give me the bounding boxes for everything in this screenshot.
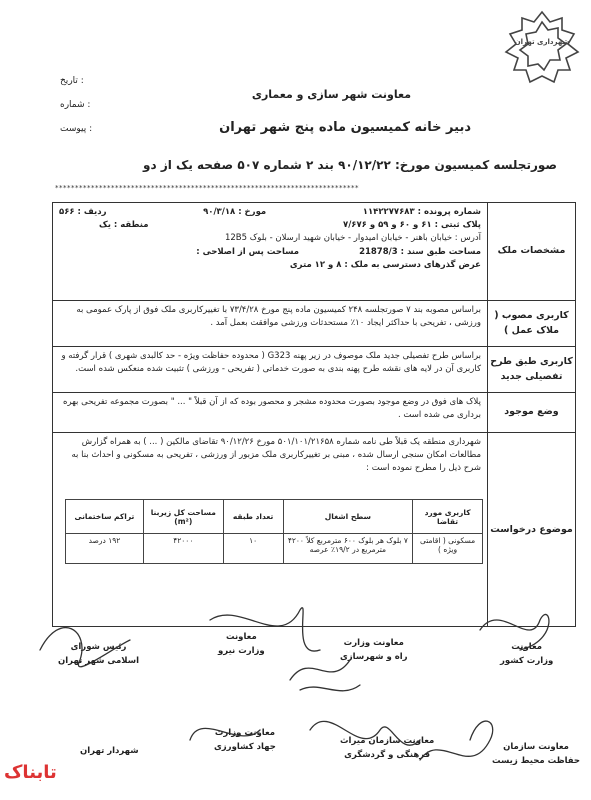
status-label: وضع موجود [487,393,575,432]
header-total-area: مساحت کل زیربنا (m²) [143,500,223,534]
request-label: موضوع درخواست [487,433,575,627]
heritage-signature [310,721,420,745]
interior-title: معاونت [511,642,543,652]
row-number: ردیف : ۵۶۶ [59,207,107,217]
cell-floors: ۱۰ [223,534,283,564]
header-occupation: سطح اشغال [283,500,413,534]
council-signature [40,628,130,667]
attachment-field: : پیوست [60,124,93,134]
agriculture-signature [190,728,260,740]
mayor-title: شهردار تهران [80,746,139,756]
property-body [53,203,487,300]
approved-use-row [53,301,575,347]
interior-signature [480,614,549,650]
environment-subtitle: حفاظت محیط زیست [492,756,581,767]
session-title: صورتجلسه کمیسیون مورخ: ۹۰/۱۲/۲۲ بند ۲ شماره ۵۰۷ صفحه یک از دو [143,158,557,172]
cell-requested-use: مسکونی ( اقامتی ویژه ) [413,534,483,564]
file-number: شماره پرونده : ۱۱۴۲۲۷۷۶۸۳ [362,207,481,217]
org-title: دبیر خانه کمیسیون ماده پنج شهر تهران [219,120,471,135]
detailed-plan-text: براساس طرح تفصیلی جدید ملک موصوف در زیر پهنه G323 ( محدوده حفاظت ویژه - حد کالبدی شهری ) قرار گرفته و کاربری آن در لایه های نقشه طرح پهنه بندی به صورت خدماتی ( تفریحی - ورزشی ) تثبیت شده منعکس شده است. [61,351,481,375]
roads-title: معاونت وزارت [343,638,404,648]
access-width: عرض گذرهای دسترسی به ملک : ۸ و ۱۲ متری [289,259,481,270]
property-row [53,203,575,301]
header-floors: تعداد طبقه [223,500,283,534]
watermark-logo: تابناک [4,762,57,783]
number-field: : شماره [60,100,91,110]
logo-text: شهرداری تهران [514,38,570,46]
header-density: تراکم ساختمانی [66,500,144,534]
cell-density: ۱۹۲ درصد [66,534,144,564]
detailed-plan-label: کاربری طبق طرح تفصیلی جدید [487,347,575,392]
minutes-table [52,202,576,627]
detailed-plan-row [53,347,575,393]
area-by-deed: مساحت طبق سند : 21878/3 [359,246,481,257]
file-date: مورخ : ۹۰/۳/۱۸ [203,207,267,217]
council-title: رئیس شورای [70,642,127,652]
energy-subtitle: وزارت نیرو [218,646,265,657]
address: آدرس : خیابان باهنر - خیابان امیدوار - خیابان شهید ارسلان - بلوک 12B5 [224,233,481,244]
energy-signature [210,608,320,651]
status-row [53,393,575,433]
council-subtitle: اسلامی شهر تهران [58,656,140,667]
heritage-subtitle: فرهنگی و گردشگری [344,750,431,761]
roads-subtitle: راه و شهرسازی [340,652,408,663]
energy-title: معاونت [225,632,257,642]
cell-occupation: ۷ بلوک هر بلوک ۶۰۰ مترمربع کلاً ۴۲۰۰ مترمربع در ۱۹/۲٪ عرصه [283,534,413,564]
zone: منطقه : یک [99,220,149,231]
signature-scribbles [0,590,591,800]
agriculture-subtitle: جهاد کشاورزی [214,742,276,753]
property-label: مشخصات ملک [487,203,575,300]
heritage-title: معاونت سازمان میراث [340,736,435,746]
environment-title: معاونت سازمان [503,742,569,752]
status-text: پلاک های فوق در وضع موجود بصورت محدوده مشجر و محصور بوده که از آن قبلاً " ... " بصورت مجموعه تفریحی بهره برداری می شده است . [63,397,481,421]
agriculture-title: معاونت وزارت [214,728,276,738]
approved-use-text: براساس مصوبه بند ۷ صورتجلسه ۲۴۸ کمیسیون ماده پنج مورخ ۷۳/۴/۲۸ با تغییرکاربری ملک فوق از پارک عمومی به ورزشی ، تفریحی با حداکثر ایجاد ۱۰٪ مستحدثات ورزشی موافقت بعمل آمد . [76,305,481,329]
date-field: : تاریخ [60,76,84,86]
interior-subtitle: وزارت کشور [500,656,554,667]
environment-signature [420,721,493,760]
plak-number: پلاک ثبتی : ۶۱ و ۶۰ و ۵۹ و ۷/۶۷۶ [343,220,481,231]
area-after-correction: مساحت پس از اصلاحی : [196,246,300,257]
approved-use-label: کاربری مصوب ( ملاک عمل ) [487,301,575,346]
table-row [66,534,483,564]
org-subtitle: معاونت شهر سازی و معماری [251,88,411,101]
header-requested-use: کاربری مورد تقاضا [413,500,483,534]
request-text: شهرداری منطقه یک قبلاً طی نامه شماره ۵۰۱/۱۰۱/۲۱۶۵۸ مورخ ۹۰/۱۲/۲۶ تقاضای مالکین ( ... ) به همراه گزارش مطالعات امکان سنجی ارسال شده ، مبنی بر تغییرکاربری ملک مزبور از ورزشی ، تفریحی به مسکونی و احداث بنا به شرح ذیل را مطرح نموده است : [71,437,481,474]
request-table [65,499,483,564]
municipality-logo [502,8,582,88]
separator: **************************************************************************** [55,184,359,192]
cell-total-area: ۴۲۰۰۰ [143,534,223,564]
roads-signature [290,660,360,691]
